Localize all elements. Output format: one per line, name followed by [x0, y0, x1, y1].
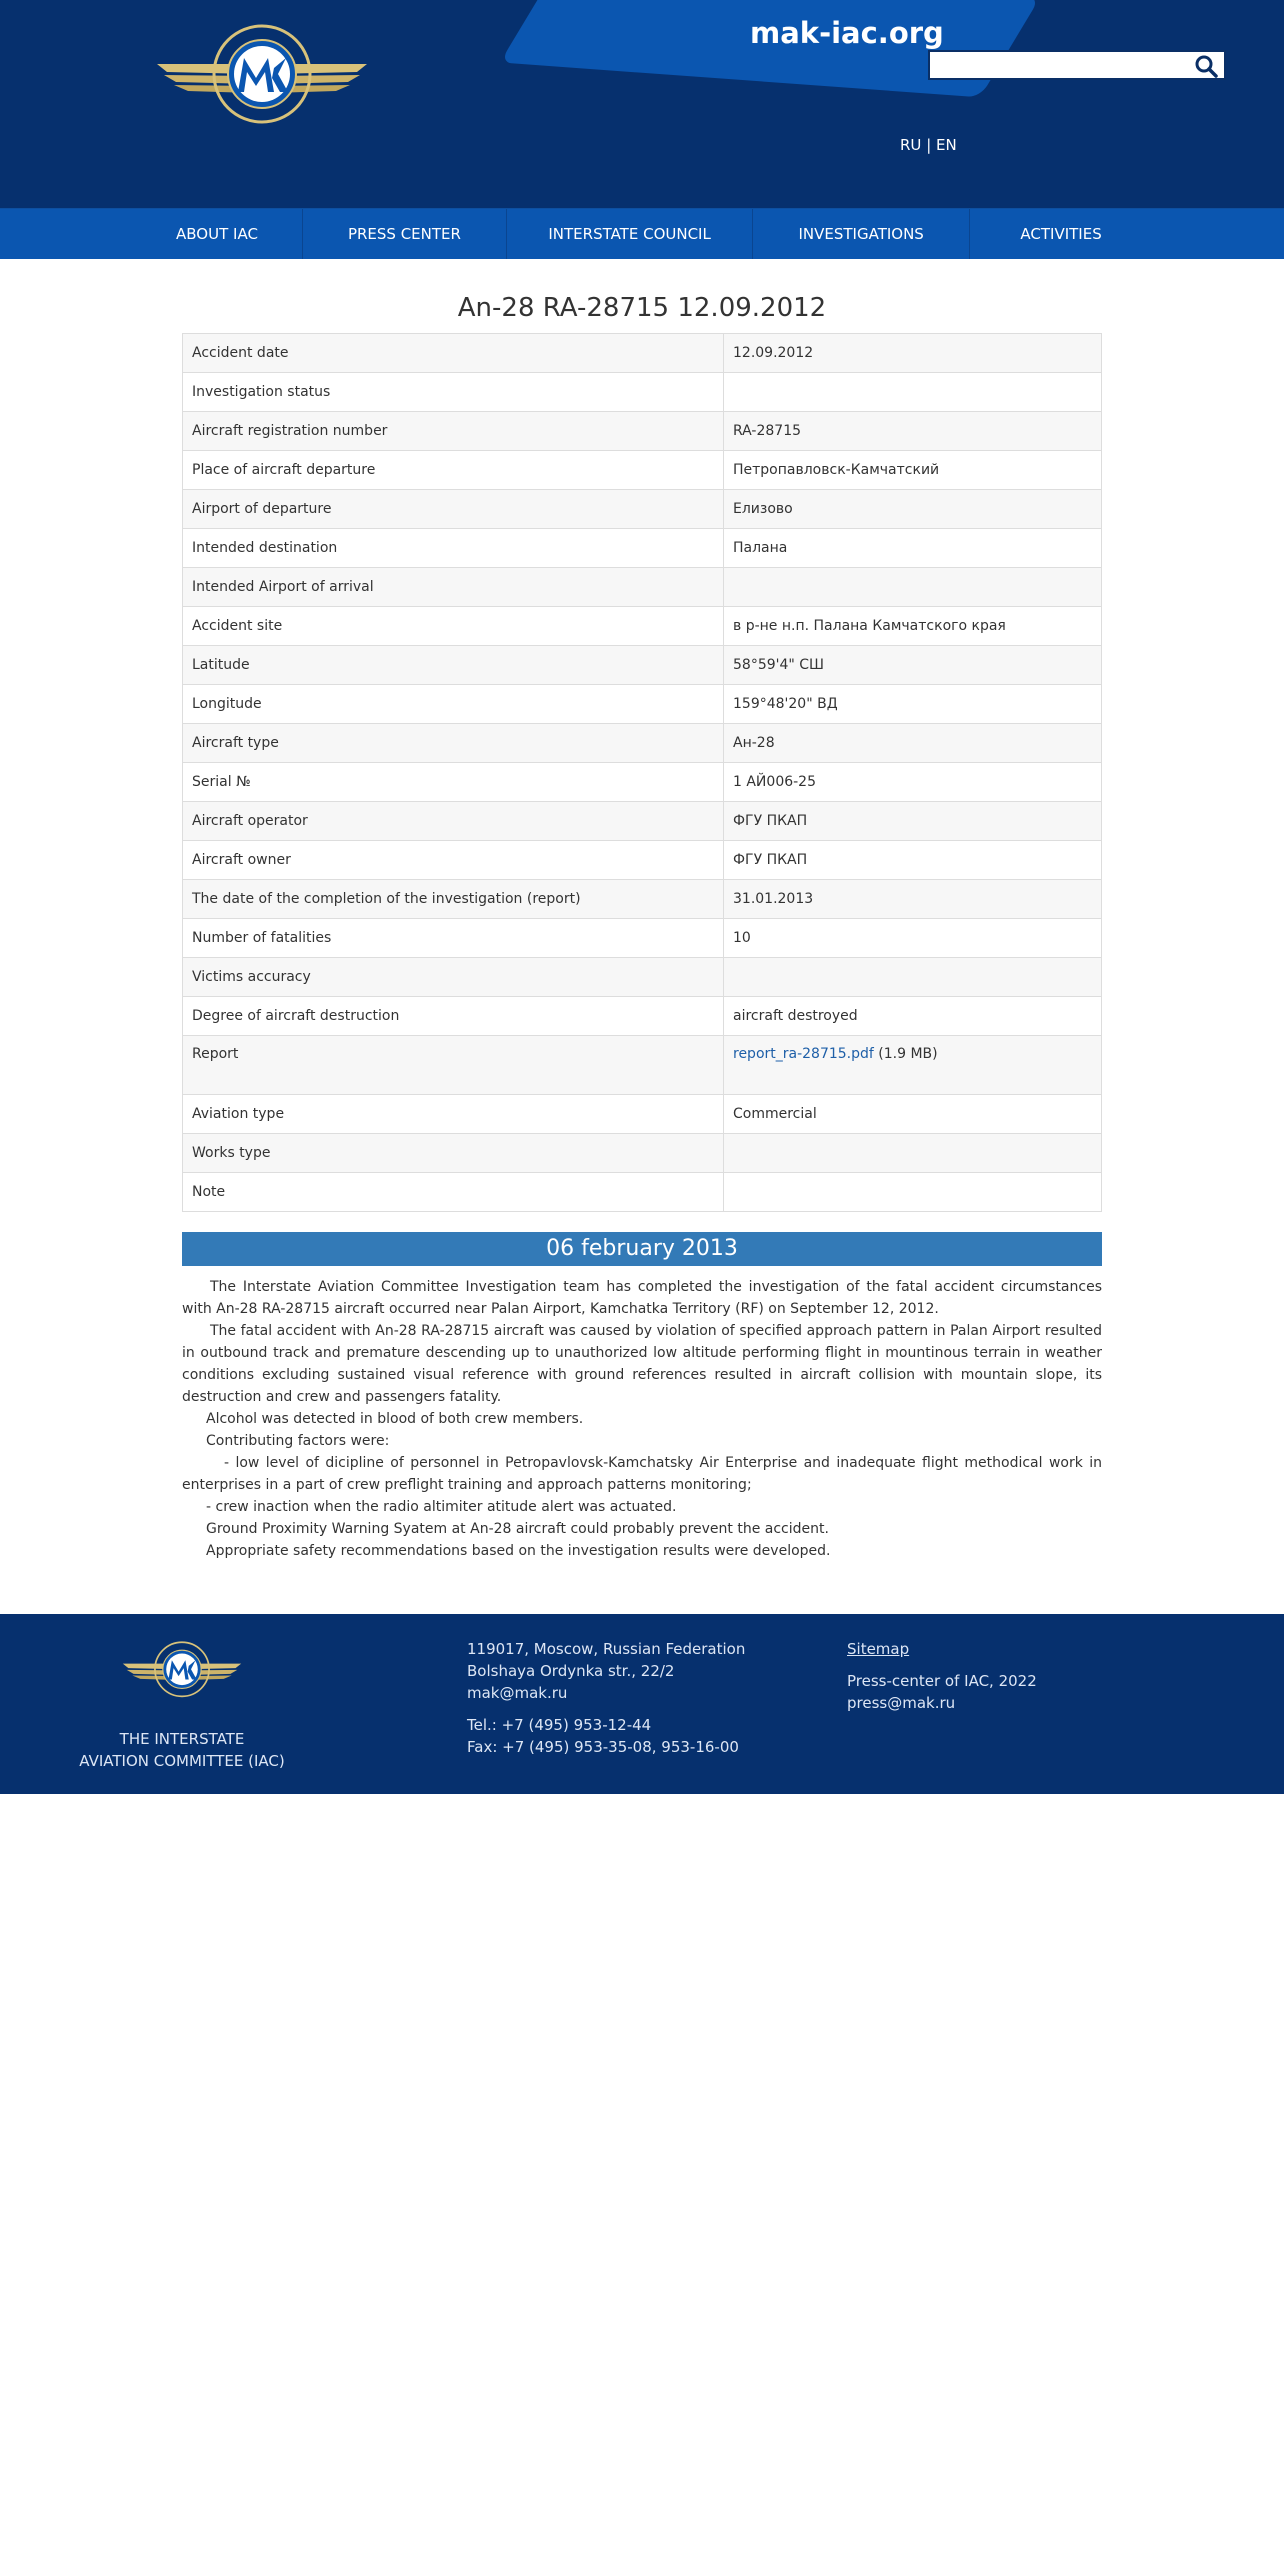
report-download-link[interactable]: report_ra-28715.pdf [733, 1046, 874, 1062]
table-row [183, 1095, 1102, 1134]
table-row [183, 451, 1102, 490]
table-row [183, 802, 1102, 841]
news-date-bar: 06 february 2013 [182, 1232, 1102, 1266]
row-key: The date of the completion of the investigation (report) [183, 880, 724, 919]
lang-ru-link[interactable]: RU [900, 136, 922, 154]
report-size: (1.9 MB) [878, 1046, 938, 1062]
row-key: Aircraft owner [183, 841, 724, 880]
row-key: Accident site [183, 607, 724, 646]
table-row [183, 997, 1102, 1036]
page-title: An-28 RA-28715 12.09.2012 [457, 293, 827, 323]
row-key: Longitude [183, 685, 724, 724]
footer-tel: Tel.: +7 (495) 953-12-44 [467, 1716, 652, 1734]
footer-links [847, 1638, 1037, 1714]
table-row [183, 334, 1102, 373]
row-value [724, 1036, 1102, 1095]
footer-email[interactable]: mak@mak.ru [467, 1684, 568, 1702]
footer-sitemap-link[interactable]: Sitemap [847, 1640, 910, 1658]
table-row [183, 763, 1102, 802]
nav-item-press-center[interactable]: PRESS CENTER [303, 209, 507, 259]
row-value [724, 568, 1102, 607]
footer-org-name [60, 1728, 304, 1772]
article-paragraph: Contributing factors were: [206, 1433, 390, 1449]
site-title[interactable]: mak-iac.org [750, 16, 944, 50]
row-value: 12.09.2012 [724, 334, 1102, 373]
article-paragraph: - low level of dicipline of personnel in Petropavlovsk-Kamchatsky Air Enterprise and inadequate flight methodical work in enterprises in a part of crew preflight training and approach patterns monitoring; [182, 1455, 1102, 1493]
table-row-report [183, 1036, 1102, 1095]
table-row [183, 841, 1102, 880]
footer-contacts [467, 1638, 745, 1758]
row-key: Degree of aircraft destruction [183, 997, 724, 1036]
footer-org-line2: AVIATION COMMITTEE (IAC) [79, 1752, 285, 1770]
search-input[interactable] [930, 52, 1192, 78]
nav-item-activities[interactable]: ACTIVITIES [1020, 225, 1102, 243]
footer-iac-logo[interactable] [120, 1634, 244, 1708]
article-paragraph: - crew inaction when the radio altimiter atitude alert was actuated. [206, 1499, 677, 1515]
row-key: Investigation status [183, 373, 724, 412]
row-value [724, 373, 1102, 412]
row-value [724, 958, 1102, 997]
table-row [183, 958, 1102, 997]
table-row [183, 607, 1102, 646]
row-value: 31.01.2013 [724, 880, 1102, 919]
article-paragraph: Ground Proximity Warning Syatem at An-28 aircraft could probably prevent the accident. [206, 1521, 829, 1537]
footer-org-line1: THE INTERSTATE [119, 1730, 245, 1748]
language-switch [900, 136, 957, 154]
site-header [0, 0, 1284, 208]
row-value: ФГУ ПКАП [724, 802, 1102, 841]
nav-item-interstate-council[interactable]: INTERSTATE COUNCIL [507, 209, 753, 259]
search-box [928, 50, 1226, 80]
nav-item-about[interactable]: ABOUT IAC [132, 209, 303, 259]
row-key: Airport of departure [183, 490, 724, 529]
footer-address-line2: Bolshaya Ordynka str., 22/2 [467, 1662, 675, 1680]
table-row [183, 646, 1102, 685]
row-key: Intended destination [183, 529, 724, 568]
accident-info-table [182, 333, 1102, 1212]
row-value: Ан-28 [724, 724, 1102, 763]
row-value: в р-не н.п. Палана Камчатского края [724, 607, 1102, 646]
row-key: Aircraft registration number [183, 412, 724, 451]
article-paragraph: The Interstate Aviation Committee Investigation team has completed the investigation of the fatal accident circumstances with An-28 RA-28715 aircraft occurred near Palan Airport, Kamchatka Territory (RF) on September 12, 2012. [182, 1279, 1102, 1317]
table-row [183, 1173, 1102, 1212]
table-row [183, 373, 1102, 412]
table-row [183, 724, 1102, 763]
footer-press-email[interactable]: press@mak.ru [847, 1694, 956, 1712]
article-paragraph: Appropriate safety recommendations based on the investigation results were developed. [206, 1543, 831, 1559]
row-value: aircraft destroyed [724, 997, 1102, 1036]
row-key: Serial № [183, 763, 724, 802]
table-row [183, 1134, 1102, 1173]
lang-separator: | [926, 136, 932, 154]
row-key: Place of aircraft departure [183, 451, 724, 490]
nav-item-investigations[interactable]: INVESTIGATIONS [753, 209, 970, 259]
row-key: Number of fatalities [183, 919, 724, 958]
row-key: Works type [183, 1134, 724, 1173]
main-content [182, 259, 1102, 1562]
row-key: Aircraft type [183, 724, 724, 763]
row-key: Intended Airport of arrival [183, 568, 724, 607]
footer-press-center: Press-center of IAC, 2022 [847, 1672, 1037, 1690]
row-key: Latitude [183, 646, 724, 685]
table-row [183, 880, 1102, 919]
row-key: Note [183, 1173, 724, 1212]
row-value: 1 АЙ006-25 [724, 763, 1102, 802]
lang-en-link[interactable]: EN [936, 136, 957, 154]
row-value: 159°48'20" ВД [724, 685, 1102, 724]
row-key: Aviation type [183, 1095, 724, 1134]
row-value: Палана [724, 529, 1102, 568]
article-paragraph: Alcohol was detected in blood of both crew members. [206, 1411, 584, 1427]
row-value [724, 1173, 1102, 1212]
table-row [183, 919, 1102, 958]
row-value: 58°59'4" СШ [724, 646, 1102, 685]
search-icon[interactable] [1194, 54, 1218, 78]
row-value [724, 1134, 1102, 1173]
article-paragraph: The fatal accident with An-28 RA-28715 aircraft was caused by violation of specified approach pattern in Palan Airport resulted in outbound track and premature descending up to unauthorized low altitude performing flight in mountinous terrain in weather conditions excluding sustained visual reference with ground references resulted in aircraft collision with mountain slope, its destruction and crew and passengers fatality. [182, 1323, 1102, 1405]
row-value: Елизово [724, 490, 1102, 529]
news-article [182, 1276, 1102, 1562]
row-key: Victims accuracy [183, 958, 724, 997]
row-value: RA-28715 [724, 412, 1102, 451]
footer-fax: Fax: +7 (495) 953-35-08, 953-16-00 [467, 1738, 739, 1756]
row-value: Петропавловск-Камчатский [724, 451, 1102, 490]
row-value: Commercial [724, 1095, 1102, 1134]
row-key: Accident date [183, 334, 724, 373]
table-row [183, 529, 1102, 568]
row-value: ФГУ ПКАП [724, 841, 1102, 880]
iac-logo[interactable] [152, 12, 372, 142]
table-row [183, 568, 1102, 607]
footer-address-line1: 119017, Moscow, Russian Federation [467, 1640, 746, 1658]
main-nav [0, 208, 1284, 259]
site-footer [0, 1614, 1284, 1794]
table-row [183, 685, 1102, 724]
table-row [183, 412, 1102, 451]
row-value: 10 [724, 919, 1102, 958]
row-key: Report [183, 1036, 724, 1095]
table-row [183, 490, 1102, 529]
row-key: Aircraft operator [183, 802, 724, 841]
